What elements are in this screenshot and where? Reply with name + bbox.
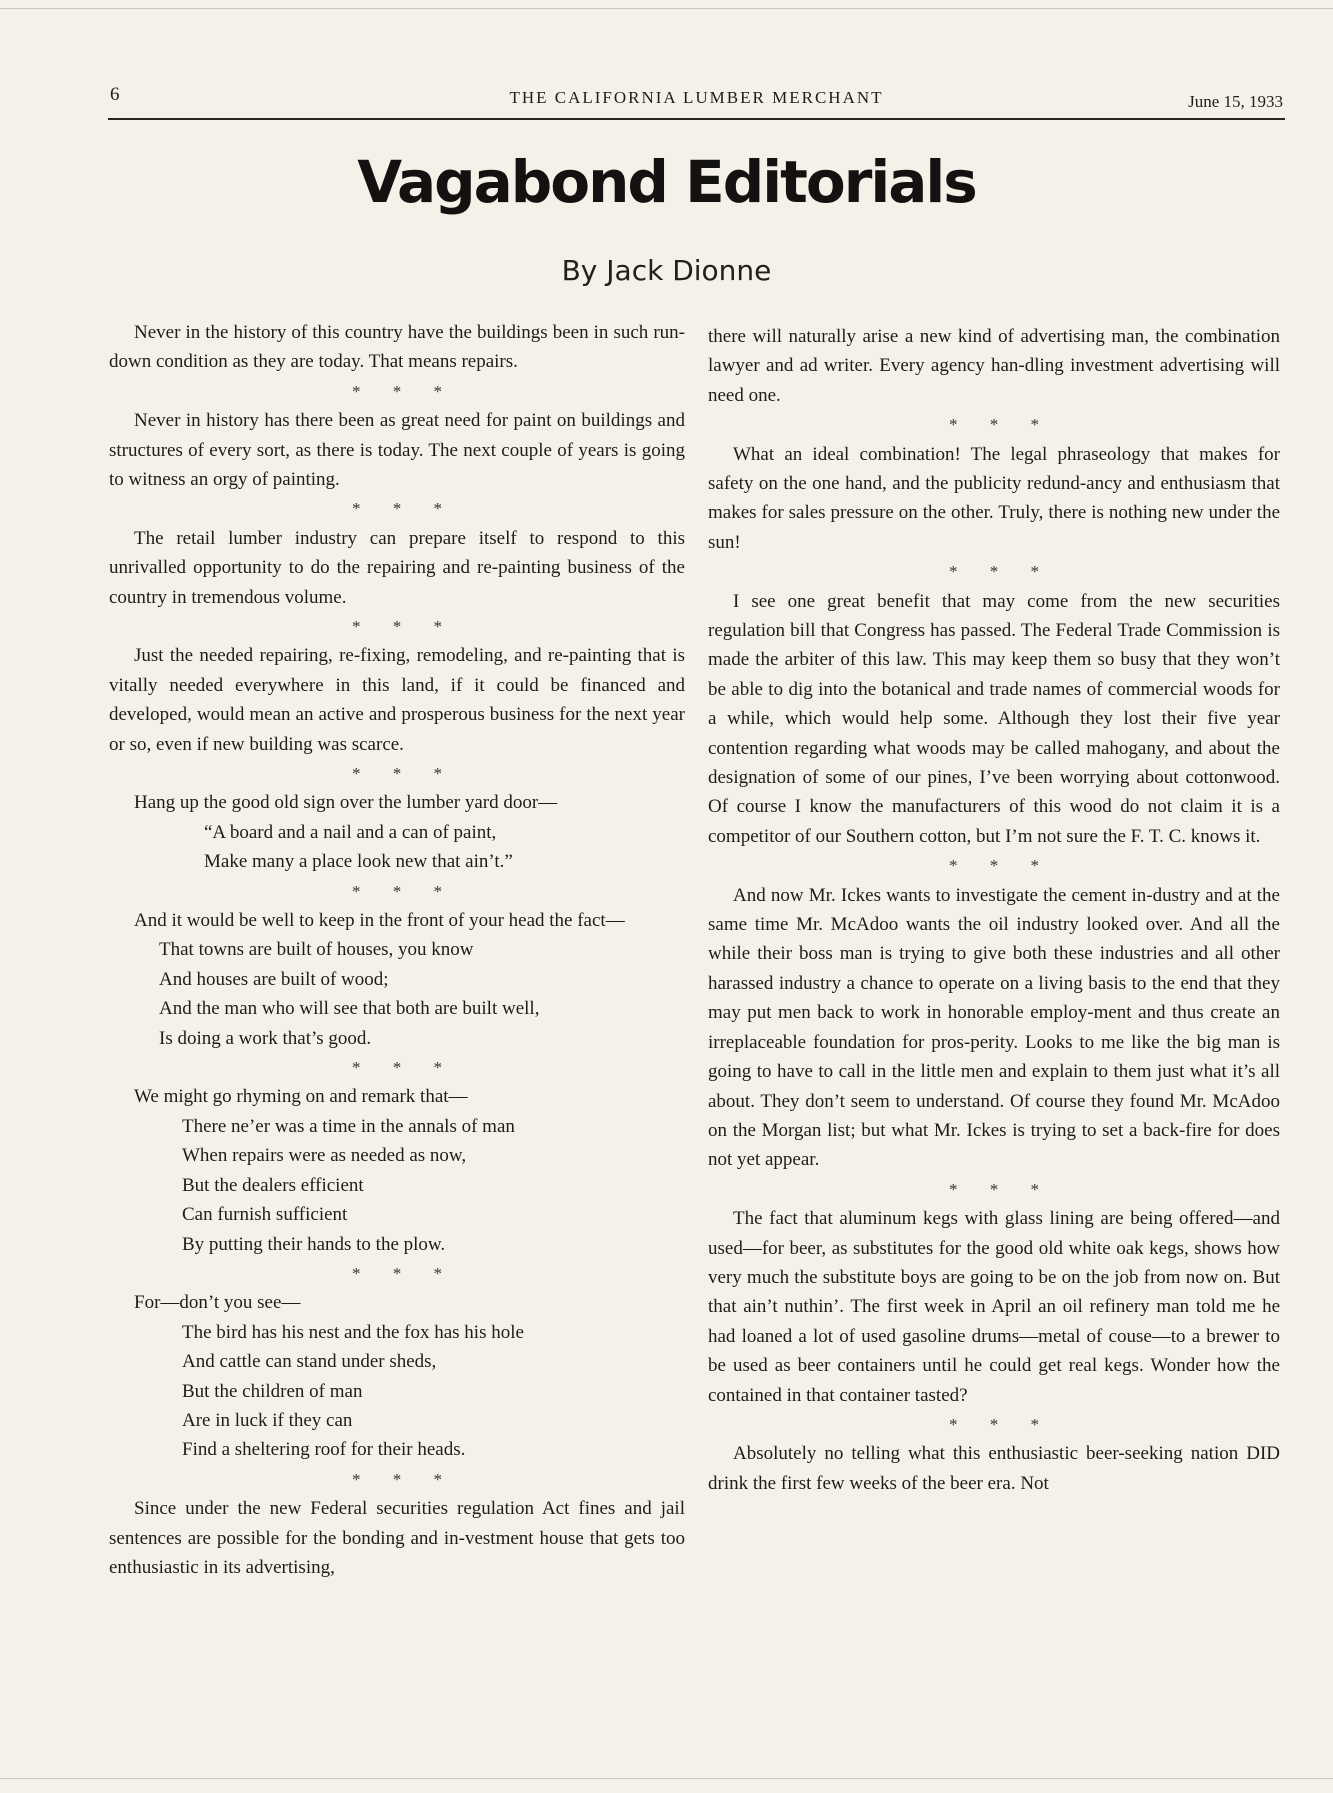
section-separator: * * * <box>352 764 456 784</box>
verse-line: And the man who will see that both are built well, <box>159 998 540 1020</box>
paragraph: Hang up the good old sign over the lumber yard door— <box>134 792 558 814</box>
section-separator: * * * <box>352 1469 456 1489</box>
paragraph: What an ideal combination! The legal phraseology that makes for safety on the one hand, and the publicity redund-ancy and enthusiasm that makes for sales pressure on the other. Truly, there is nothing new under the sun! <box>708 443 1280 553</box>
scan-edge-top <box>0 8 1333 9</box>
section-separator: * * * <box>949 1179 1053 1199</box>
verse-line: But the dealers efficient <box>182 1174 364 1196</box>
verse-line: Is doing a work that’s good. <box>159 1027 372 1049</box>
issue-date: June 15, 1933 <box>1188 92 1283 111</box>
paragraph: there will naturally arise a new kind of advertising man, the combination lawyer and ad writer. Every agency han-dling investment advertising will need one. <box>708 326 1280 406</box>
verse <box>109 818 685 877</box>
verse-line: And houses are built of wood; <box>159 968 389 990</box>
verse-line: “A board and a nail and a can of paint, <box>204 821 497 843</box>
verse-line: There ne’er was a time in the annals of man <box>182 1115 515 1137</box>
verse-line: And cattle can stand under sheds, <box>182 1351 437 1373</box>
section-separator: * * * <box>352 1263 456 1283</box>
verse-line: Are in luck if they can <box>182 1409 353 1431</box>
paragraph: The fact that aluminum kegs with glass lining are being offered—and used—for beer, as substitutes for the good old white oak kegs, shows how very much the substitute boys are going to be on the job from now on. But that ain’t nuthin’. The first week in April an oil refinery man told me he had loaned a lot of used gasoline drums—metal of couse—to a brewer to be used as beer containers until he could get real kegs. Wonder how the contained in that container tasted? <box>708 1208 1280 1406</box>
publication-name: THE CALIFORNIA LUMBER MERCHANT <box>509 88 884 107</box>
page-number: 6 <box>110 84 120 105</box>
byline: By Jack Dionne <box>561 254 772 287</box>
paragraph: We might go rhyming on and remark that— <box>134 1086 468 1108</box>
scan-edge-bottom <box>0 1778 1333 1779</box>
verse <box>109 1112 685 1259</box>
verse-line: The bird has his nest and the fox has his hole <box>182 1321 524 1343</box>
section-separator: * * * <box>352 1058 456 1078</box>
verse-line: That towns are built of houses, you know <box>159 939 474 961</box>
verse-line: Can furnish sufficient <box>182 1204 348 1226</box>
section-separator: * * * <box>949 562 1053 582</box>
running-header <box>108 84 1285 120</box>
paragraph: For—don’t you see— <box>134 1292 301 1314</box>
section-separator: * * * <box>352 381 456 401</box>
right-column <box>708 322 1280 1498</box>
paragraph: Just the needed repairing, re-fixing, remodeling, and re-painting that is vitally needed everywhere in this land, if it could be financed and developed, would mean an active and prosperous business for the next year or so, even if new building was scarce. <box>109 645 685 755</box>
paragraph: And it would be well to keep in the front of your head the fact— <box>134 910 625 932</box>
paragraph: Never in history has there been as great need for paint on buildings and structures of every sort, as there is today. The next couple of years is going to witness an orgy of painting. <box>109 410 685 491</box>
section-separator: * * * <box>352 617 456 637</box>
left-column <box>109 318 685 1582</box>
paragraph: The retail lumber industry can prepare itself to respond to this unrivalled opportunity to do the repairing and re-painting business of the country in tremendous volume. <box>109 527 685 608</box>
verse-line: But the children of man <box>182 1380 363 1402</box>
verse-line: By putting their hands to the plow. <box>182 1233 446 1255</box>
verse-line: Make many a place look new that ain’t.” <box>204 851 513 873</box>
paragraph: Absolutely no telling what this enthusiastic beer-seeking nation DID drink the first few weeks of the beer era. Not <box>708 1443 1280 1494</box>
verse-line: When repairs were as needed as now, <box>182 1145 467 1167</box>
paragraph: And now Mr. Ickes wants to investigate the cement in-dustry and at the same time Mr. McAdoo wants the oil industry looked over. And all the while their boss man is trying to give both these industries and all other harassed industry a chance to operate on a living basis to the end that they may put men back to work in honorable employ-ment and thus create an irreplaceable foundation for pros-perity. Looks to me like the big man is going to have to call in the little men and explain to them just what it’s all about. They don’t seem to understand. Of course they found Mr. McAdoo on the Morgan list; but what Mr. Ickes is trying to set a back-fire for does not yet appear. <box>708 884 1280 1171</box>
page-title: Vagabond Editorials <box>357 148 976 216</box>
verse <box>109 935 685 1053</box>
section-separator: * * * <box>949 856 1053 876</box>
paragraph: Since under the new Federal securities regulation Act fines and jail sentences are possible for the bonding and in-vestment house that gets too enthusiastic in its advertising, <box>109 1498 685 1578</box>
paragraph: Never in the history of this country have the buildings been in such run-down condition as they are today. That means repairs. <box>109 322 685 373</box>
section-separator: * * * <box>949 1414 1053 1434</box>
section-separator: * * * <box>949 415 1053 435</box>
section-separator: * * * <box>352 499 456 519</box>
section-separator: * * * <box>352 881 456 901</box>
verse <box>109 1318 685 1465</box>
verse-line: Find a sheltering roof for their heads. <box>182 1439 466 1461</box>
paragraph: I see one great benefit that may come from the new securities regulation bill that Congress has passed. The Federal Trade Commission is made the arbiter of this law. This may keep them so busy that they won’t be able to dig into the botanical and trade names of commercial woods for a while, which would help some. Although they lost their five year contention regarding what woods may be called mahogany, and about the designation of some of our pines, I’ve been worrying about cottonwood. Of course I know the manufacturers of this wood do not claim it is a competitor of our Southern cotton, but I’m not sure the F. T. C. knows it. <box>708 590 1280 847</box>
